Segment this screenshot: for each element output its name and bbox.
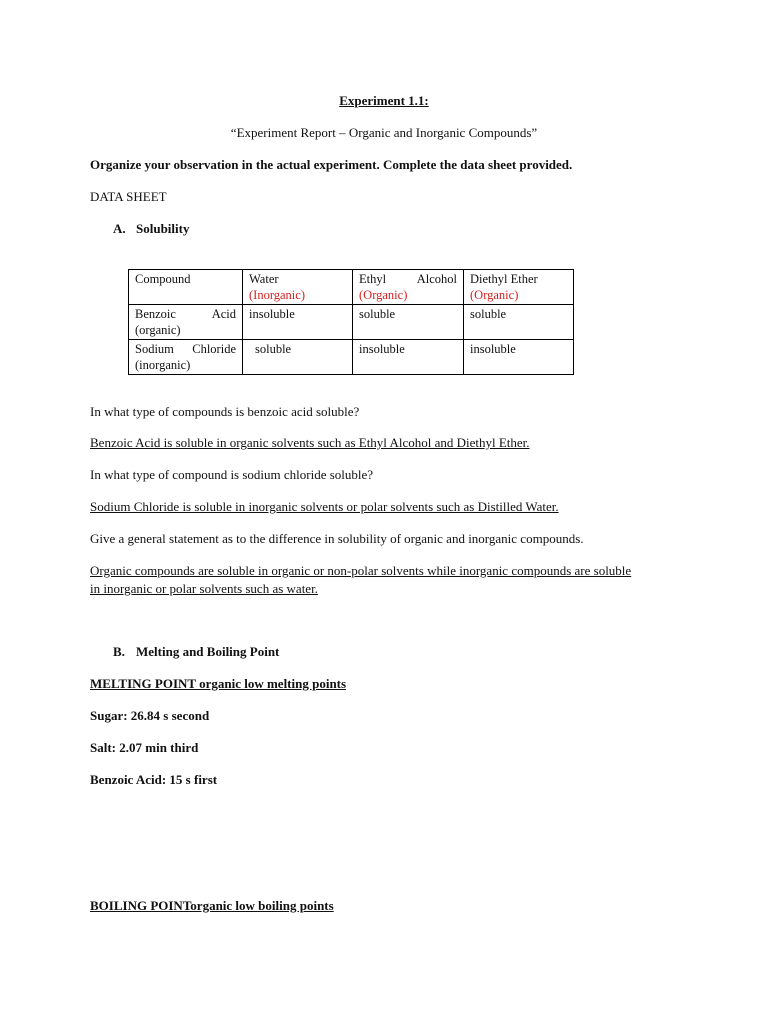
section-a-marker: A.: [113, 221, 126, 236]
section-a-title: Solubility: [136, 221, 190, 236]
ether-cell: insoluble: [464, 340, 574, 375]
water-cell: [243, 340, 353, 375]
compound-word: Sodium: [135, 342, 174, 356]
header-word: Alcohol: [416, 272, 457, 286]
data-sheet-label: DATA SHEET: [90, 189, 167, 204]
question-2: In what type of compound is sodium chloride soluble?: [90, 467, 374, 482]
header-sublabel: (Organic): [470, 288, 519, 302]
header-sublabel: (Organic): [359, 288, 408, 302]
header-sublabel: (Inorganic): [249, 288, 305, 302]
section-b-title: Melting and Boiling Point: [136, 644, 280, 659]
compound-type: (inorganic): [135, 358, 191, 372]
ether-cell: soluble: [464, 305, 574, 340]
header-label: [359, 271, 457, 287]
header-label: Water: [249, 272, 279, 286]
ethyl-cell: insoluble: [353, 340, 464, 375]
compound-type: (organic): [135, 323, 181, 337]
answer-1: Benzoic Acid is soluble in organic solvents such as Ethyl Alcohol and Diethyl Ether.: [90, 435, 530, 450]
instruction: Organize your observation in the actual experiment. Complete the data sheet provided.: [90, 157, 573, 172]
answer-2: Sodium Chloride is soluble in inorganic solvents or polar solvents such as Distilled Water.: [90, 499, 559, 514]
header-cell-compound: [129, 270, 243, 305]
header-cell-ethyl-alcohol: [353, 270, 464, 305]
answer-3-line-2: in inorganic or polar solvents such as water.: [90, 581, 318, 596]
solubility-table: [128, 269, 574, 375]
table-header-row: [129, 270, 574, 305]
header-word: Ethyl: [359, 272, 387, 286]
report-title: “Experiment Report – Organic and Inorganic Compounds”: [230, 125, 538, 140]
compound-word: Chloride: [192, 342, 236, 356]
question-1: In what type of compounds is benzoic acid soluble?: [90, 404, 360, 419]
compound-word: Acid: [211, 307, 236, 321]
ethyl-cell: soluble: [353, 305, 464, 340]
benzoic-acid-result: Benzoic Acid: 15 s first: [90, 772, 218, 787]
compound-name: [135, 341, 236, 357]
answer-3-line-1: Organic compounds are soluble in organic or non-polar solvents while inorganic compounds are soluble: [90, 563, 632, 578]
section-b-marker: B.: [113, 644, 125, 659]
compound-cell: [129, 305, 243, 340]
water-value: soluble: [255, 342, 292, 356]
boiling-point-heading: BOILING POINTorganic low boiling points: [90, 898, 334, 913]
melting-point-heading: MELTING POINT organic low melting points: [90, 676, 347, 691]
question-3: Give a general statement as to the difference in solubility of organic and inorganic compounds.: [90, 531, 584, 546]
water-cell: insoluble: [243, 305, 353, 340]
compound-name: [135, 306, 236, 322]
table-row: [129, 340, 574, 375]
compound-word: Benzoic: [135, 307, 176, 321]
header-cell-diethyl-ether: [464, 270, 574, 305]
compound-cell: [129, 340, 243, 375]
table-row: [129, 305, 574, 340]
header-label: Diethyl Ether: [470, 272, 538, 286]
header-cell-water: [243, 270, 353, 305]
sugar-result: Sugar: 26.84 s second: [90, 708, 210, 723]
experiment-title: Experiment 1.1:: [339, 93, 429, 108]
header-label: Compound: [135, 272, 191, 286]
salt-result: Salt: 2.07 min third: [90, 740, 199, 755]
